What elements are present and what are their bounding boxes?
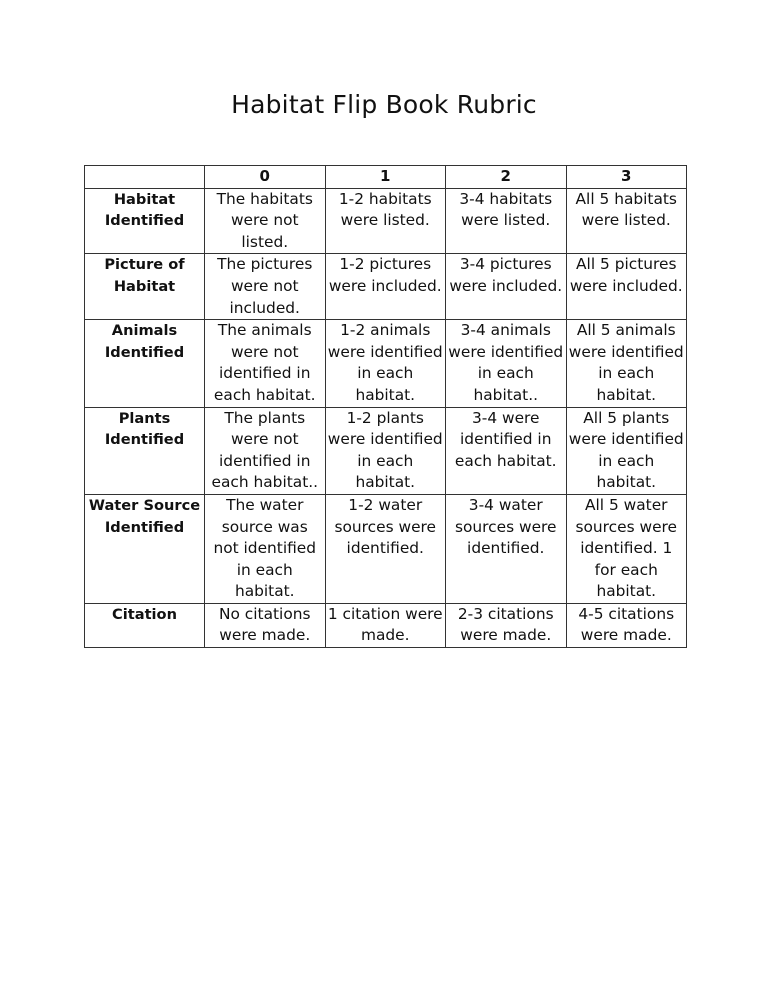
- rubric-cell: All 5 water sources were identified. 1 for each habitat.: [566, 494, 687, 603]
- score-header-3: 3: [566, 166, 687, 189]
- rubric-cell: All 5 habitats were listed.: [566, 188, 687, 254]
- criterion-label: Citation: [85, 603, 205, 647]
- rubric-row-animals-identified: [85, 320, 687, 407]
- criterion-label: Plants Identified: [85, 407, 205, 494]
- rubric-cell: The habitats were not listed.: [205, 188, 326, 254]
- header-row: [85, 166, 687, 189]
- page-title: Habitat Flip Book Rubric: [231, 90, 537, 119]
- criterion-label: Animals Identified: [85, 320, 205, 407]
- rubric-cell: The plants were not identified in each habitat..: [205, 407, 326, 494]
- rubric-cell: The water source was not identified in each habitat.: [205, 494, 326, 603]
- rubric-cell: 1 citation were made.: [325, 603, 446, 647]
- rubric-cell: 1-2 pictures were included.: [325, 254, 446, 320]
- criterion-label: Picture of Habitat: [85, 254, 205, 320]
- rubric-cell: All 5 plants were identified in each habitat.: [566, 407, 687, 494]
- rubric-cell: 3-4 water sources were identified.: [446, 494, 567, 603]
- rubric-row-citation: [85, 603, 687, 647]
- rubric-cell: 1-2 water sources were identified.: [325, 494, 446, 603]
- rubric-cell: All 5 animals were identified in each habitat.: [566, 320, 687, 407]
- rubric-cell: The pictures were not included.: [205, 254, 326, 320]
- rubric-cell: 2-3 citations were made.: [446, 603, 567, 647]
- header-corner-cell: [85, 166, 205, 189]
- rubric-cell: 4-5 citations were made.: [566, 603, 687, 647]
- rubric-cell: 3-4 pictures were included.: [446, 254, 567, 320]
- rubric-cell: All 5 pictures were included.: [566, 254, 687, 320]
- rubric-row-habitat-identified: [85, 188, 687, 254]
- rubric-cell: 3-4 habitats were listed.: [446, 188, 567, 254]
- rubric-row-picture-of-habitat: [85, 254, 687, 320]
- rubric-cell: 3-4 were identified in each habitat.: [446, 407, 567, 494]
- rubric-table: [84, 165, 687, 648]
- rubric-cell: 3-4 animals were identified in each habitat..: [446, 320, 567, 407]
- criterion-label: Water Source Identified: [85, 494, 205, 603]
- rubric-cell: 1-2 habitats were listed.: [325, 188, 446, 254]
- score-header-1: 1: [325, 166, 446, 189]
- rubric-row-plants-identified: [85, 407, 687, 494]
- rubric-row-water-source-identified: [85, 494, 687, 603]
- score-header-2: 2: [446, 166, 567, 189]
- rubric-cell: 1-2 animals were identified in each habitat.: [325, 320, 446, 407]
- score-header-0: 0: [205, 166, 326, 189]
- rubric-cell: 1-2 plants were identified in each habitat.: [325, 407, 446, 494]
- criterion-label: Habitat Identified: [85, 188, 205, 254]
- rubric-cell: The animals were not identified in each habitat.: [205, 320, 326, 407]
- rubric-cell: No citations were made.: [205, 603, 326, 647]
